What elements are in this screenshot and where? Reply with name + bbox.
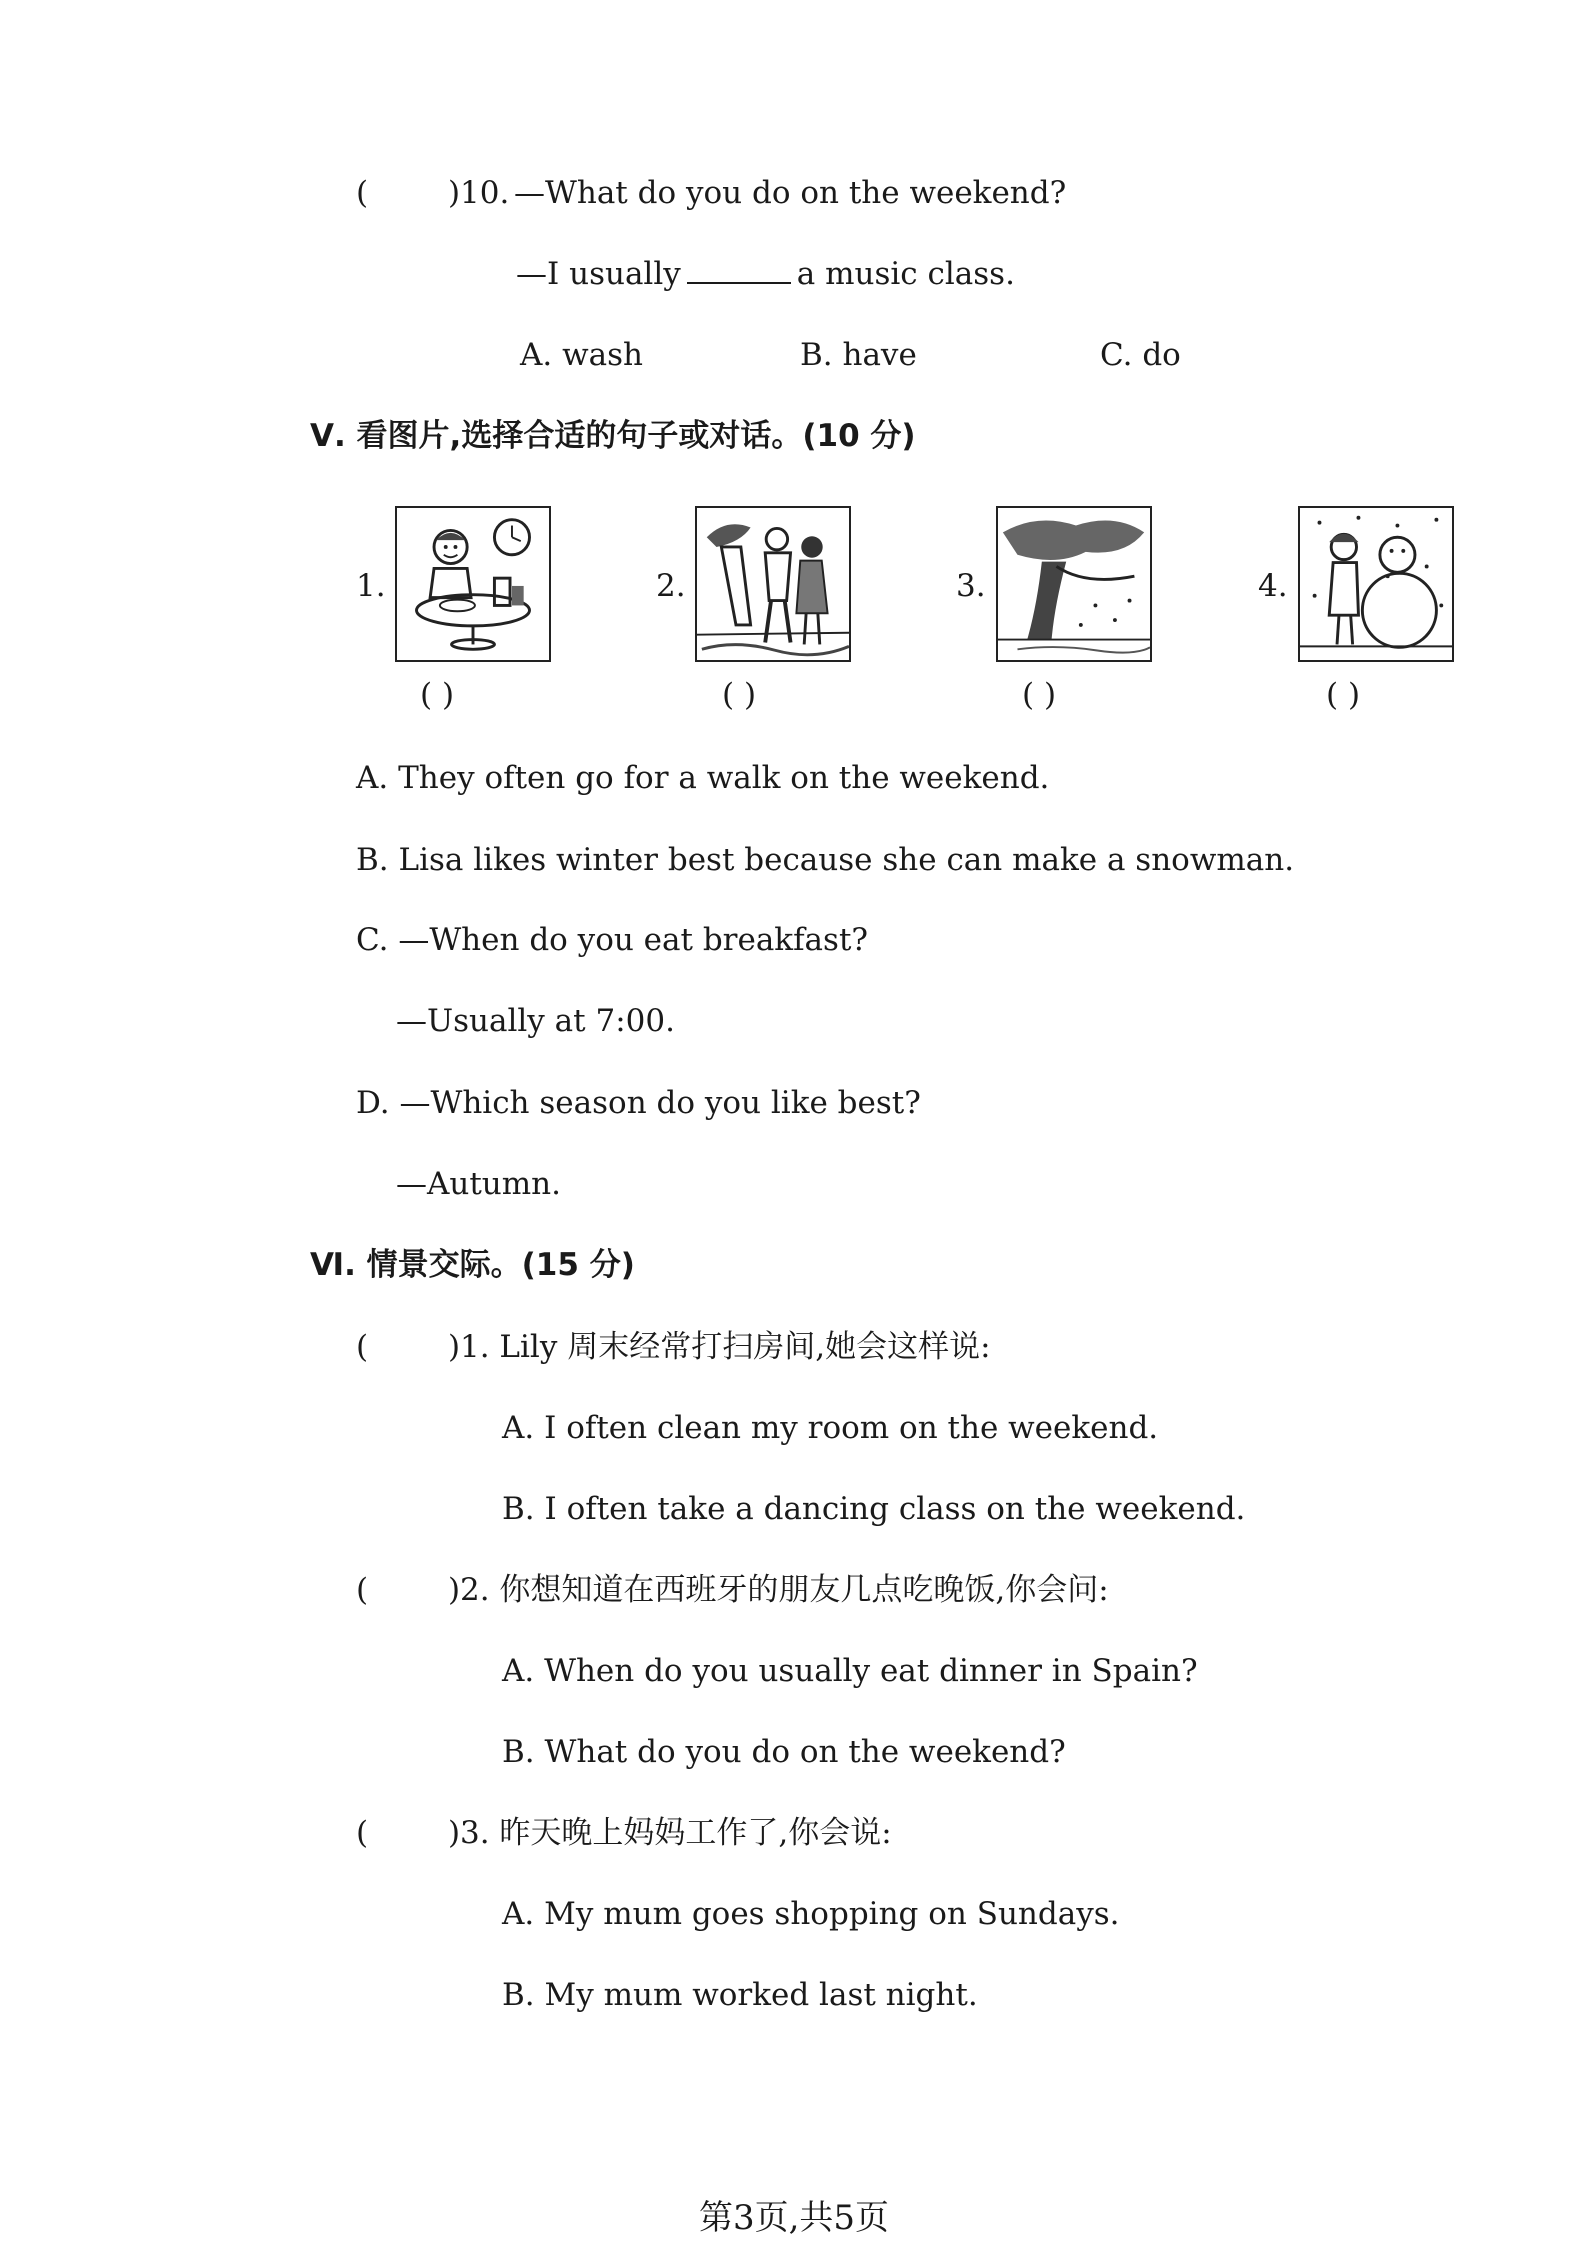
s6-item3-paren-close: ) xyxy=(448,1815,461,1851)
q10-answer-blank[interactable] xyxy=(687,256,791,284)
s6-item1-paren-open: ( xyxy=(356,1329,369,1365)
q10-option-b: B. have xyxy=(800,337,917,373)
breakfast-table-picture xyxy=(395,506,551,662)
choice-c-answer: —Usually at 7:00. xyxy=(396,1003,675,1039)
autumn-tree-art xyxy=(998,508,1150,660)
q10-answer-prefix: —I usually xyxy=(516,256,681,292)
s6-item2-option-a: A. When do you usually eat dinner in Spain? xyxy=(502,1653,1198,1689)
breakfast-picture-art xyxy=(397,508,549,660)
s6-item3-option-a: A. My mum goes shopping on Sundays. xyxy=(502,1896,1120,1932)
s6-item2-paren-close: ) xyxy=(448,1572,461,1608)
girl-snowman-picture xyxy=(1298,506,1454,662)
q10-answer-line xyxy=(516,254,1015,294)
s6-item3-prompt: 3. 昨天晚上妈妈工作了,你会说: xyxy=(460,1815,892,1851)
q10-question: —What do you do on the weekend? xyxy=(514,175,1067,211)
s6-item1-prompt: 1. Lily 周末经常打扫房间,她会这样说: xyxy=(460,1329,991,1365)
choice-b: B. Lisa likes winter best because she can make a snowman. xyxy=(356,842,1295,878)
s6-item1-paren-close: ) xyxy=(448,1329,461,1365)
couple-picture-art xyxy=(697,508,849,660)
section6-title: Ⅵ. 情景交际。(15 分) xyxy=(310,1247,635,1283)
q10-paren-open: ( xyxy=(356,175,369,211)
picture-1-answer-paren[interactable]: ( ) xyxy=(420,677,455,713)
s6-item3-paren-open: ( xyxy=(356,1815,369,1851)
q10-option-c: C. do xyxy=(1100,337,1181,373)
s6-item3-option-b: B. My mum worked last night. xyxy=(502,1977,978,2013)
picture-2-answer-paren[interactable]: ( ) xyxy=(722,677,757,713)
q10-answer-suffix: a music class. xyxy=(796,256,1015,292)
choice-d-question: D. —Which season do you like best? xyxy=(356,1085,921,1121)
picture-2-number: 2. xyxy=(656,568,686,604)
q10-paren-close: ) xyxy=(448,175,461,211)
page-footer: 第3页,共5页 xyxy=(698,2198,890,2238)
choice-a: A. They often go for a walk on the weekend. xyxy=(356,760,1050,796)
picture-3-answer-paren[interactable]: ( ) xyxy=(1022,677,1057,713)
choice-c-question: C. —When do you eat breakfast? xyxy=(356,922,869,958)
picture-4-number: 4. xyxy=(1258,568,1288,604)
snowman-art xyxy=(1300,508,1452,660)
s6-item2-option-b: B. What do you do on the weekend? xyxy=(502,1734,1066,1770)
picture-1-number: 1. xyxy=(356,568,386,604)
s6-item1-option-a: A. I often clean my room on the weekend. xyxy=(502,1410,1159,1446)
q10-number: 10. xyxy=(460,175,510,211)
section5-title: Ⅴ. 看图片,选择合适的句子或对话。(10 分) xyxy=(310,418,916,454)
picture-4-answer-paren[interactable]: ( ) xyxy=(1326,677,1361,713)
picture-3-number: 3. xyxy=(956,568,986,604)
couple-walking-picture xyxy=(695,506,851,662)
s6-item2-paren-open: ( xyxy=(356,1572,369,1608)
choice-d-answer: —Autumn. xyxy=(396,1166,561,1202)
autumn-tree-picture xyxy=(996,506,1152,662)
s6-item2-prompt: 2. 你想知道在西班牙的朋友几点吃晚饭,你会问: xyxy=(460,1572,1109,1608)
s6-item1-option-b: B. I often take a dancing class on the weekend. xyxy=(502,1491,1246,1527)
q10-option-a: A. wash xyxy=(520,337,643,373)
